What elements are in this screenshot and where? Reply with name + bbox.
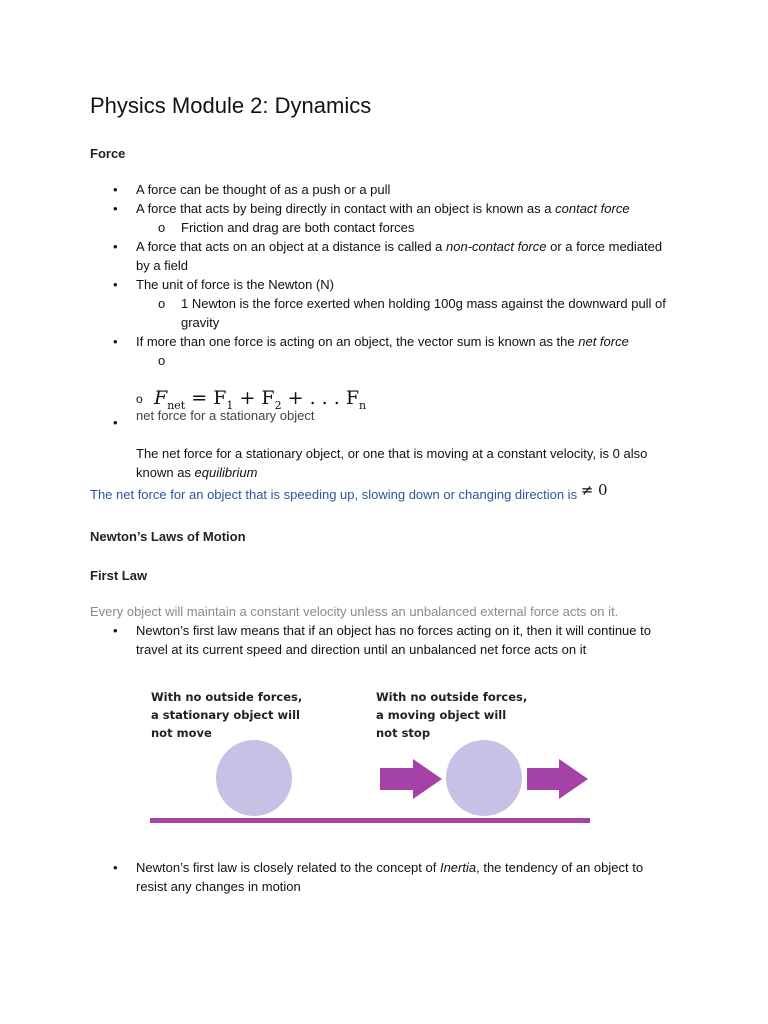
bullet-marker: • — [113, 860, 118, 875]
bullet-marker: • — [113, 623, 118, 638]
sub-bullet-marker: o — [158, 220, 166, 235]
text-run: A force that acts by being directly in contact with an object is known as a — [136, 201, 556, 216]
text-run: The net force for a stationary object, or one that is moving at a constant velocity, is 0 also known as — [136, 446, 648, 480]
subscript: 1 — [226, 398, 234, 412]
text-run: A force that acts on an object at a distance is called a — [136, 239, 447, 254]
list-item-text — [136, 858, 676, 896]
sub-bullet-marker: o — [158, 353, 166, 368]
eq-term: + F — [233, 387, 275, 409]
list-item-text: Friction and drag are both contact forces — [181, 220, 415, 235]
paragraph-equilibrium — [136, 444, 676, 482]
text-run: or a force mediated by a field — [136, 239, 663, 273]
moving-ball — [446, 740, 522, 816]
text-run: If more than one force is acting on an object, the vector sum is known as the — [136, 334, 579, 349]
text-run: The net force for an object that is speeding up, slowing down or changing direction is — [90, 487, 578, 502]
label-line: not move — [151, 726, 212, 740]
emphasis: equilibrium — [194, 465, 258, 480]
section-heading-force: Force — [90, 146, 126, 161]
label-line: a moving object will — [376, 708, 507, 722]
list-item-text: 1 Newton is the force exerted when holding 100g mass against the downward pull of gravity — [181, 296, 666, 330]
clipped-text-fragment — [136, 408, 366, 427]
subscript: net — [167, 398, 186, 412]
paragraph-accelerating — [90, 481, 608, 504]
subscript: n — [359, 398, 367, 412]
text-run: , the tendency of an object to resist any changes in motion — [136, 860, 644, 894]
list-item-text: A force can be thought of as a push or a pull — [136, 182, 391, 197]
list-item-text — [136, 332, 676, 351]
arrow-icon — [380, 759, 442, 799]
bullet-marker: • — [113, 415, 118, 430]
clipped-text: net force for a stationary object — [136, 408, 315, 423]
sub-bullet-marker: o — [136, 392, 143, 406]
label-line: not stop — [376, 726, 431, 740]
list-item-text: The unit of force is the Newton (N) — [136, 277, 334, 292]
section-heading-newtons-laws: Newton’s Laws of Motion — [90, 529, 246, 544]
bullet-marker: • — [113, 201, 118, 216]
ground-line — [150, 818, 590, 823]
diagram-graphic — [145, 685, 615, 830]
label-line: a stationary object will — [151, 708, 300, 722]
math-not-equal-zero: ≠ 0 — [580, 481, 608, 499]
eq-term: + . . . F — [281, 387, 360, 409]
stationary-ball — [216, 740, 292, 816]
text-run: Newton’s first law is closely related to the concept of — [136, 860, 440, 875]
list-item-text: Newton’s first law means that if an object has no forces acting on it, then it will continue to travel at its current speed and direction until an unbalanced net force acts on it — [136, 623, 651, 657]
emphasis: contact force — [555, 201, 630, 216]
emphasis: Inertia — [439, 860, 477, 875]
page-title: Physics Module 2: Dynamics — [90, 93, 372, 118]
first-law-diagram — [145, 685, 615, 830]
first-law-statement: Every object will maintain a constant velocity unless an unbalanced external force acts on it. — [90, 604, 619, 619]
emphasis: net force — [578, 334, 629, 349]
bullet-marker: • — [113, 334, 118, 349]
bullet-marker: • — [113, 182, 118, 197]
emphasis: non-contact force — [446, 239, 547, 254]
label-line: With no outside forces, — [376, 690, 528, 704]
label-line: With no outside forces, — [151, 690, 303, 704]
bullet-marker: • — [113, 239, 118, 254]
list-item-text — [136, 237, 676, 275]
sub-bullet-marker: o — [158, 296, 166, 311]
arrow-icon — [527, 759, 588, 799]
subscript: 2 — [274, 398, 282, 412]
list-item-text — [136, 199, 676, 218]
subheading-first-law: First Law — [90, 568, 148, 583]
vector-f: F — [154, 387, 168, 409]
eq-term: = F — [191, 387, 227, 409]
bullet-marker: • — [113, 277, 118, 292]
